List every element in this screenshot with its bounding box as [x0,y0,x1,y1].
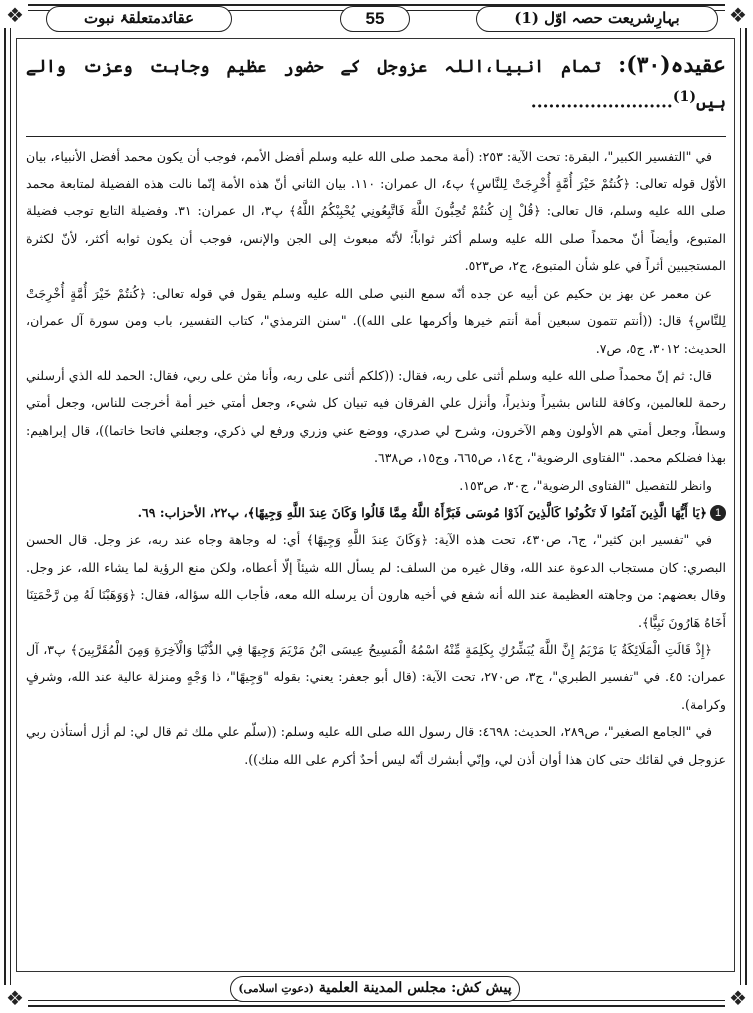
corner-ornament-icon: ❖ [2,985,28,1011]
corner-ornament-icon: ❖ [725,985,751,1011]
page-content [26,50,726,773]
corner-ornament-icon: ❖ [725,2,751,28]
footer-label: پیش کش: [451,980,512,996]
book-title-header: بہارِشریعت حصہ اوّل (1) [476,6,718,32]
aqeeda-dots: ........................ [530,92,673,113]
aqeeda-label: عقیدہ(۳۰): [618,52,726,78]
corner-ornament-icon: ❖ [2,2,28,28]
commentary-paragraph: قال: ثم إنّ محمداً صلى الله عليه وسلم أثنى على ربه، فقال: ((كلكم أثنى على ربه، وأنا مثن على ربي، فقال: الحمد لله الذي أرسلني رحمة للعالمين، وكافة للناس بشيراً ونذيراً، وأنزل علي الفرقان فيه تبيان كل شيء، وجعل أمتي خير أمة أخرجت للناس، وجعل أمتي وسطاً، وجعل أمتي هم الأولون وهم الآخرون، وشرح لي صدري، ووضع عني وزري ورفع لي ذكري، وجعلني فاتحا خاتما))، قال إبراهيم: بهذا فضلكم محمد. "الفتاوى الرضوية"، ج١٤، ص٦٦٥، وج١٥، ص٦٣٨. [26,367,726,466]
footnote-number-badge: 1 [710,505,726,521]
commentary-paragraph: في "التفسير الكبير"، البقرة: تحت الآية: ٢٥٣: (أمة محمد صلى الله عليه وسلم أفضل الأمم، فوجب أن يكون محمد أفضل الأنبياء، بيان الأوّل قوله تعالى: ﴿كُنتُمْ خَيْرَ أُمَّةٍ أُخْرِجَتْ لِلنَّاسِ﴾ پ٤، ال عمران: ١١٠. بيان الثاني أنّ هذه الأمة إنّما نالت هذه الفضيلة لمتابعة محمد صلى الله عليه وسلم، قال تعالى: ﴿قُلْ إِن كُنتُمْ تُحِبُّونَ اللَّهَ فَاتَّبِعُونِي يُحْبِبْكُمُ اللَّهُ﴾ پ٣، ال عمران: ٣١. وفضيلة التابع توجب فضيلة المتبوع، وأيضاً أنّ محمداً صلى الله عليه وسلم أكثر ثواباً؛ لأنّه مبعوث إلى الجن والإنس، فوجب أن يكون ثوابه أكثر، لأنّ لكثرة المستجيبين أثراً في علو شأن المتبوع، ج٢، ص٥٢٣. [26,148,726,274]
footnote-paragraph [26,499,726,526]
footer-sub: (دعوتِ اسلامی) [238,982,314,995]
aqeeda-heading [26,50,726,118]
footnote-verse: ﴿يَا أَيُّهَا الَّذِينَ آمَنُوا لَا تَكُونُوا كَالَّذِينَ آذَوْا مُوسَى فَبَرَّأَهُ اللَّهُ مِمَّا قَالُوا وَكَانَ عِندَ اللَّهِ وَجِيهًا﴾، پ٢٢، الأحزاب: ٦٩. [137,504,707,520]
footnote-divider [26,136,726,137]
footnote-marker: (1) [672,89,697,105]
commentary-paragraph: عن معمر عن بهز بن حكيم عن أبيه عن جده أنّه سمع النبي صلى الله عليه وسلم يقول في قوله تعالى: ﴿كُنتُمْ خَيْرَ أُمَّةٍ أُخْرِجَتْ لِلنَّاسِ﴾ قال: ((أنتم تتمون سبعين أمة أنتم خيرها وأكرمها على الله)). "سنن الترمذي"، كتاب التفسير، باب ومن سورة آل عمران، الحديث: ٣٠١٢، ج٥، ص٧. [26,285,726,356]
chapter-title-header: عقائدمتعلقۂ نبوت [46,6,232,32]
commentary-paragraph: وانظر للتفصيل "الفتاوى الرضوية"، ج٣٠، ص١٥٣. [459,477,712,493]
publisher-footer [230,976,520,1002]
footnote-paragraph: في "الجامع الصغير"، ص٢٨٩، الحديث: ٤٦٩٨: قال رسول الله صلى الله عليه وسلم: ((سلّم علي ملك ثم قال لي: لم أزل أستأذن ربي عزوجل في لقائك حتى كان هذا أوان أذن لي، وإنّي أبشرك أنّه ليس أحدٌ أكرم على الله منك)). [26,724,726,767]
footnote-paragraph: في "تفسير ابن كثير"، ج٦، ص٤٣٠، تحت هذه الآية: ﴿وَكَانَ عِندَ اللَّهِ وَجِيهًا﴾ أي: له وجاهة وجاه عند ربه، عز وجل. قال الحسن البصري: كان مستجاب الدعوة عند الله، وقال غيره من السلف: لم يسأل الله شيئاً إلّا أعطاه، ولكن منع الرؤية لما يشاء الله، عز وجل. وقال بعضهم: من وجاهته العظيمة عند الله أنه شفع في أخيه هارون أن يرسله الله معه، فأجاب الله سؤاله، فقال: ﴿وَوَهَبْنَا لَهُ مِن رَّحْمَتِنَا أَخَاهُ هَارُونَ نَبِيًّا﴾. [26,532,726,630]
page-number: 55 [340,6,410,32]
aqeeda-text: تمام انبیا،اللہ عزوجل کے حضور عظیم وجاہت وعزت والے ہیں [26,57,726,113]
footer-org: مجلس المدينة العلمية [318,980,447,996]
footnote-paragraph: ﴿إِذْ قَالَتِ الْمَلَائِكَةُ يَا مَرْيَمُ إِنَّ اللَّهَ يُبَشِّرُكِ بِكَلِمَةٍ مِّنْهُ اسْمُهُ الْمَسِيحُ عِيسَى ابْنُ مَرْيَمَ وَجِيهًا فِي الدُّنْيَا وَالْآخِرَةِ وَمِنَ الْمُقَرَّبِينَ﴾ پ٣، آل عمران: ٤٥. في "تفسير الطبري"، ج٣، ص٢٧٠، تحت الآية: (قال أبو جعفر: يعني: بقوله "وَجِيهًا"، ذا وَجْهٍ ومنزلة عالية عند الله، وشرفٍ وكرامة). [26,641,726,712]
